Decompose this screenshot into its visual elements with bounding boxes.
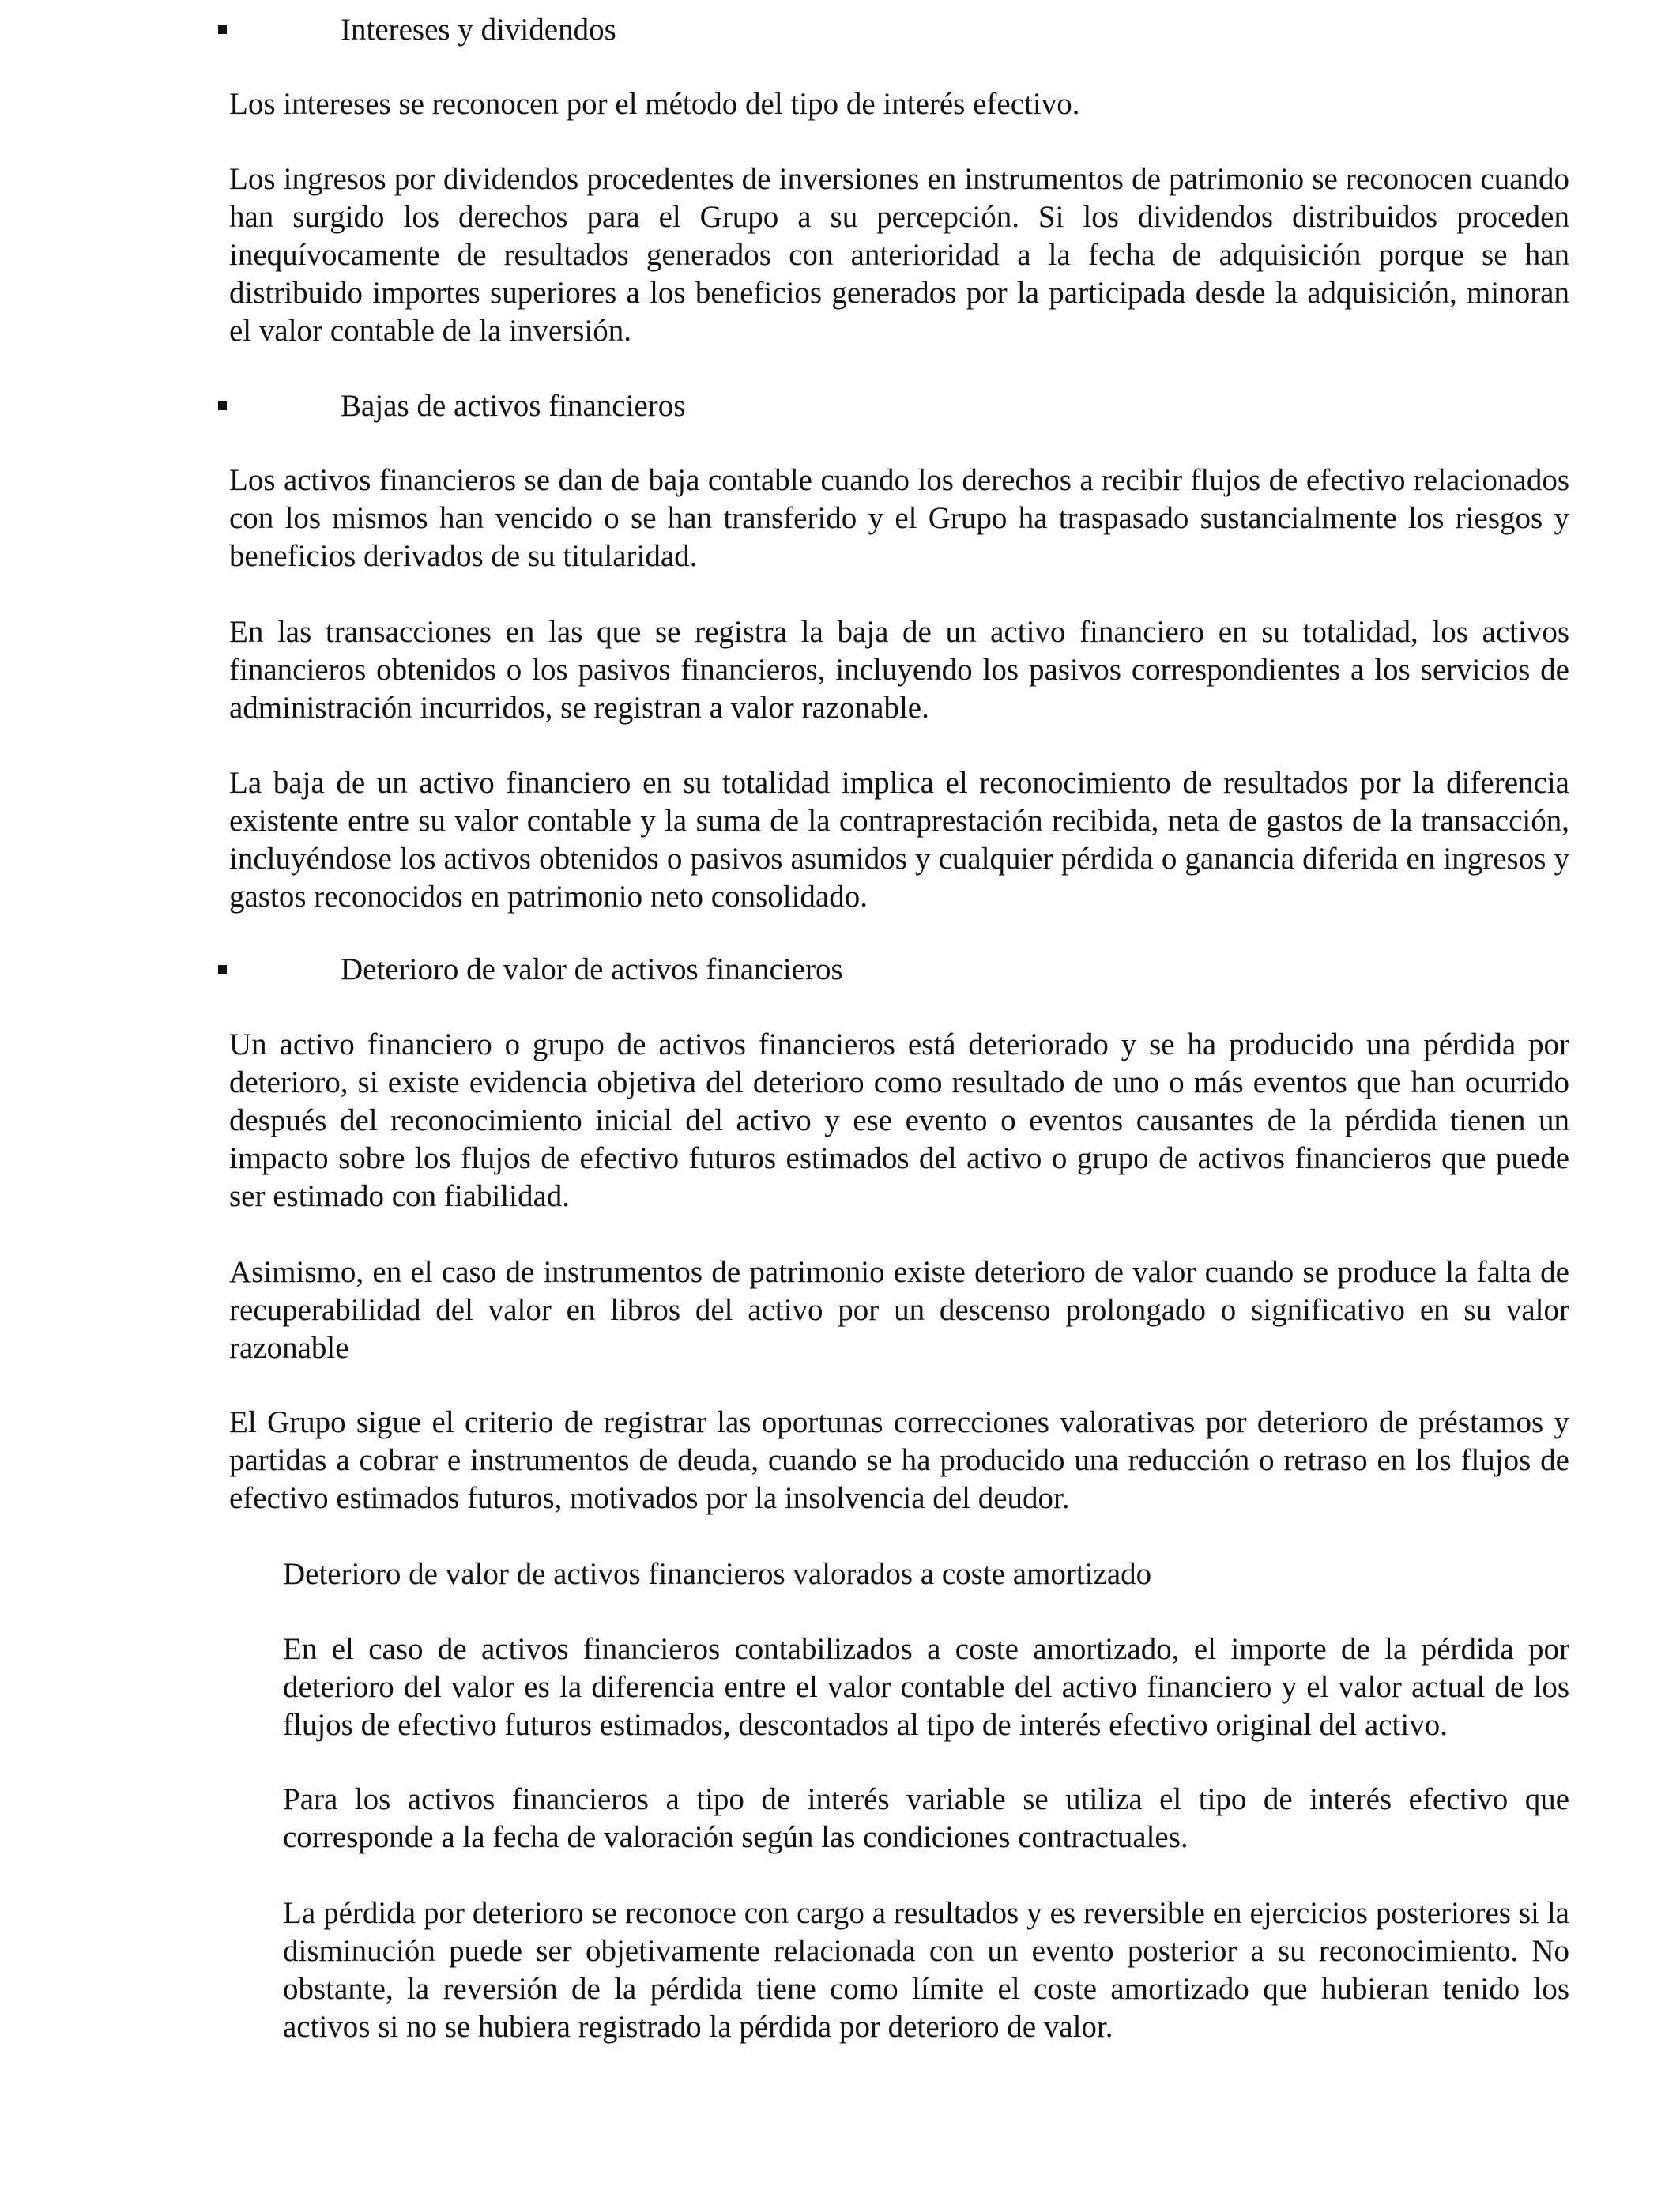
section-heading-intereses — [218, 9, 1561, 51]
section-heading-bajas — [218, 386, 1561, 427]
paragraph: Los activos financieros se dan de baja contable cuando los derechos a recibir flujos de efectivo relacionados con los mismos han vencido o se han transferido y el Grupo ha traspasado sustancialmente los riesgos y beneficios derivados de su titularidad. — [229, 463, 1569, 573]
paragraph: Asimismo, en el caso de instrumentos de patrimonio existe deterioro de valor cuando se produce la falta de recuperabilidad del valor en libros del activo por un descenso prolongado o significativo en su valor razonable — [229, 1255, 1569, 1365]
paragraph: Los intereses se reconocen por el método del tipo de interés efectivo. — [229, 87, 1080, 121]
square-bullet-icon — [218, 25, 227, 34]
section-heading-text: Intereses y dividendos — [341, 13, 616, 47]
square-bullet-icon — [218, 965, 227, 974]
paragraph: En las transacciones en las que se registra la baja de un activo financiero en su totalidad, los activos financieros obtenidos o los pasivos financieros, incluyendo los pasivos correspondientes a los servicios de administración incurridos, se registran a valor razonable. — [229, 615, 1569, 725]
paragraph: La pérdida por deterioro se reconoce con cargo a resultados y es reversible en ejercicios posteriores si la disminución puede ser objetivamente relacionada con un evento posterior a su reconocimiento. No obstante, la reversión de la pérdida tiene como límite el coste amortizado que hubieran tenido los activos si no se hubiera registrado la pérdida por deterioro de valor. — [283, 1896, 1569, 2044]
paragraph: Los ingresos por dividendos procedentes de inversiones en instrumentos de patrimonio se reconocen cuando han surgido los derechos para el Grupo a su percepción. Si los dividendos distribuidos proceden inequívocamente de resultados generados con anterioridad a la fecha de adquisición porque se han distribuido importes superiores a los beneficios generados por la participada desde la adquisición, minoran el valor contable de la inversión. — [229, 162, 1569, 348]
section-heading-deterioro — [218, 949, 1561, 990]
paragraph: Para los activos financieros a tipo de interés variable se utiliza el tipo de interés efectivo que corresponde a la fecha de valoración según las condiciones contractuales. — [283, 1782, 1569, 1854]
paragraph: El Grupo sigue el criterio de registrar las oportunas correcciones valorativas por deterioro de préstamos y partidas a cobrar e instrumentos de deuda, cuando se ha producido una reducción o retraso en los flujos de efectivo estimados futuros, motivados por la insolvencia del deudor. — [229, 1405, 1569, 1515]
subsection-heading: Deterioro de valor de activos financieros valorados a coste amortizado — [283, 1557, 1152, 1591]
paragraph: Un activo financiero o grupo de activos financieros está deteriorado y se ha producido una pérdida por deterioro, si existe evidencia objetiva del deterioro como resultado de uno o más eventos que han ocurrido después del reconocimiento inicial del activo y ese evento o eventos causantes de la pérdida tienen un impacto sobre los flujos de efectivo futuros estimados del activo o grupo de activos financieros que puede ser estimado con fiabilidad. — [229, 1027, 1569, 1213]
square-bullet-icon — [218, 401, 227, 410]
section-heading-text: Deterioro de valor de activos financieros — [341, 952, 843, 986]
paragraph: En el caso de activos financieros contabilizados a coste amortizado, el importe de la pérdida por deterioro del valor es la diferencia entre el valor contable del activo financiero y el valor actual de los flujos de efectivo futuros estimados, descontados al tipo de interés efectivo original del activo. — [283, 1632, 1569, 1742]
section-heading-text: Bajas de activos financieros — [341, 389, 686, 423]
paragraph: La baja de un activo financiero en su totalidad implica el reconocimiento de resultados por la diferencia existente entre su valor contable y la suma de la contraprestación recibida, neta de gastos de la transacción, incluyéndose los activos obtenidos o pasivos asumidos y cualquier pérdida o ganancia diferida en ingresos y gastos reconocidos en patrimonio neto consolidado. — [229, 766, 1569, 914]
